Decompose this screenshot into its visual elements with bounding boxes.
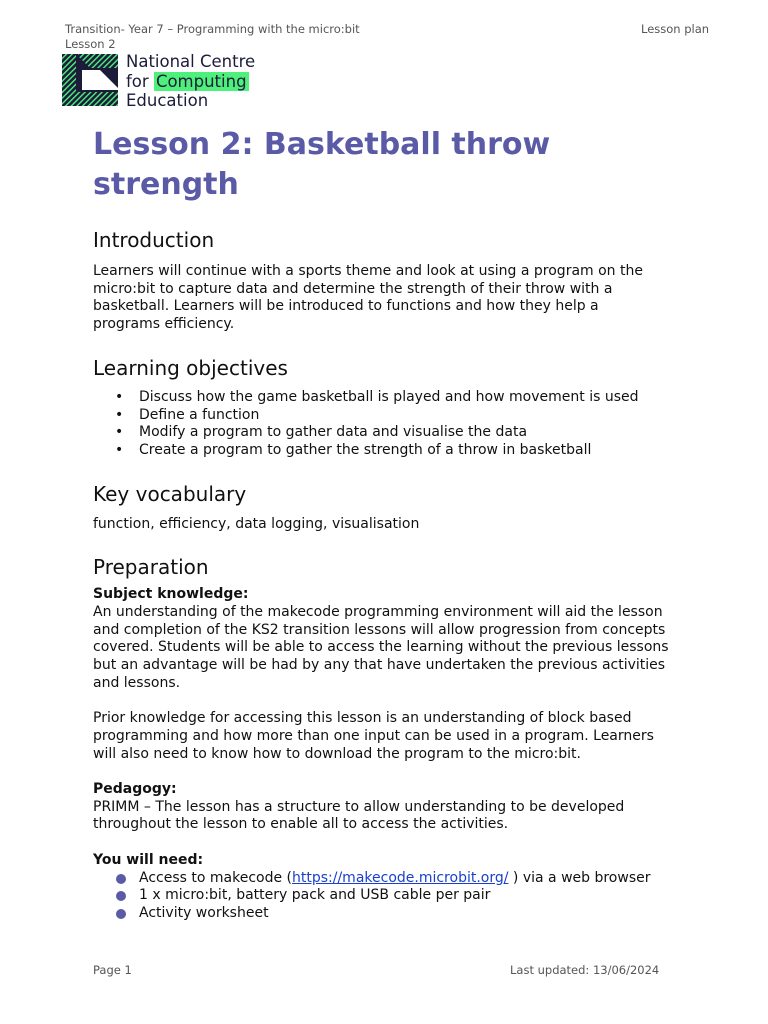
bullet: • — [115, 441, 124, 458]
preparation-heading: Preparation — [93, 555, 209, 580]
bullet: • — [115, 406, 124, 423]
logo-line-1: National Centre — [126, 52, 256, 71]
objective-text: Discuss how the game basketball is played and how movement is used — [139, 388, 639, 405]
header-lesson: Lesson 2 — [65, 36, 116, 51]
subject-knowledge-label: Subject knowledge: — [93, 586, 249, 603]
objectives-list — [93, 389, 693, 460]
objective-text: Define a function — [139, 406, 260, 423]
objective-text: Create a program to gather the strength of a throw in basketball — [139, 441, 592, 458]
bullet-dot — [116, 874, 126, 884]
you-will-need-label: You will need: — [93, 851, 204, 868]
objectives-heading: Learning objectives — [93, 355, 288, 380]
footer-last-updated: Last updated: 13/06/2024 — [510, 963, 660, 977]
logo-wordmark — [126, 52, 255, 111]
vocabulary-heading: Key vocabulary — [93, 481, 247, 506]
logo-highlight: Computing — [155, 71, 247, 91]
list-item — [93, 389, 693, 407]
logo-line-3: Education — [126, 91, 209, 110]
makecode-link[interactable]: https://makecode.microbit.org/ — [292, 869, 509, 886]
need-text-after: ) via a web browser — [508, 869, 651, 886]
pedagogy-text: PRIMM – The lesson has a structure to allow understanding to be developed throughout the lesson to enable all to access the activities. — [93, 798, 625, 833]
ncce-logo-mark — [62, 52, 122, 108]
pedagogy-label: Pedagogy: — [93, 781, 177, 798]
bullet: • — [115, 424, 124, 441]
ncce-logo — [62, 52, 282, 110]
document-body — [93, 125, 693, 923]
footer-page-number: Page 1 — [93, 963, 132, 977]
list-item — [93, 887, 693, 905]
list-item — [93, 407, 693, 425]
need-text-before: Access to makecode ( — [139, 869, 292, 886]
bullet: • — [115, 388, 124, 405]
bullet-dot — [116, 909, 126, 919]
intro-heading: Introduction — [93, 228, 215, 252]
list-item — [93, 870, 693, 888]
bullet-dot — [116, 891, 126, 901]
list-item — [93, 905, 693, 923]
list-item — [93, 442, 693, 460]
header-doc-type: Lesson plan — [641, 22, 710, 36]
header-course: Transition- Year 7 – Programming with the micro:bit — [65, 22, 360, 36]
intro-text: Learners will continue with a sports theme and look at using a program on the micro:bit to capture data and determine the strength of their throw with a basketball. Learners will be introduced to functions and how they help a programs efficiency. — [93, 263, 643, 333]
header-left — [65, 22, 360, 51]
subject-knowledge-text-1: An understanding of the makecode programming environment will aid the lesson and completion of the KS2 transition lessons will allow progression from concepts covered. Students will be able to access the learning without the previous lessons but an advantage will be had by any that have undertaken the previous activities and lessons. — [93, 604, 669, 691]
logo-line-2 — [126, 72, 255, 92]
subject-knowledge-text-2: Prior knowledge for accessing this lesson is an understanding of block based programming and how more than one input can be used in a program. Learners will also need to know how to download the program to the micro:bit. — [93, 710, 654, 762]
need-text: 1 x micro:bit, battery pack and USB cable per pair — [139, 887, 491, 904]
vocabulary-text: function, efficiency, data logging, visualisation — [93, 515, 420, 532]
logo-line-2-prefix: for — [126, 71, 149, 91]
page-title: Lesson 2: Basketball throw strength — [93, 127, 551, 202]
list-item — [93, 424, 693, 442]
objective-text: Modify a program to gather data and visualise the data — [139, 424, 528, 441]
requirements-list — [93, 870, 693, 923]
need-text: Activity worksheet — [139, 904, 269, 921]
